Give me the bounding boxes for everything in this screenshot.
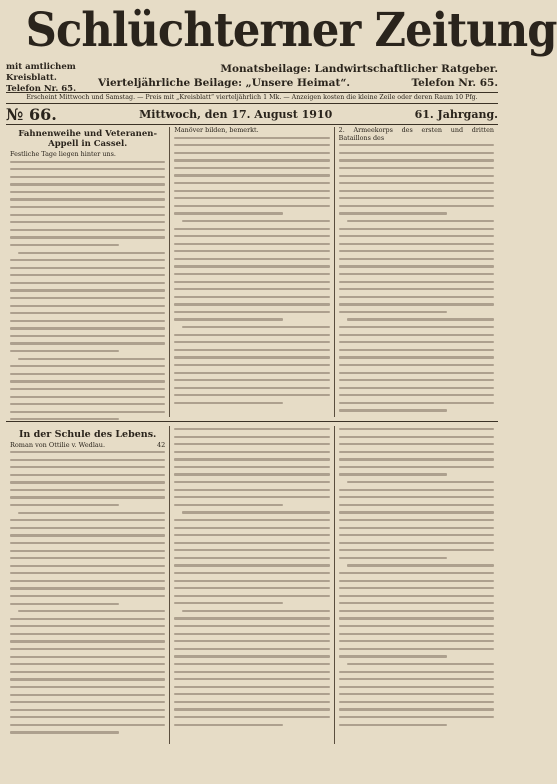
text-line-placeholder (10, 633, 165, 635)
text-line-placeholder (339, 175, 494, 177)
text-line-placeholder (18, 610, 165, 612)
text-line-placeholder (174, 686, 329, 688)
text-line-placeholder (10, 451, 165, 453)
text-line-placeholder (339, 443, 494, 445)
text-line-placeholder (174, 640, 329, 642)
text-line-placeholder (339, 686, 494, 688)
text-line-placeholder (174, 693, 329, 695)
text-line-placeholder (174, 167, 329, 169)
text-line-placeholder (10, 214, 165, 216)
text-line-placeholder (174, 281, 329, 283)
text-line-placeholder (10, 327, 165, 329)
text-line-placeholder (174, 311, 329, 313)
text-line-placeholder (339, 671, 494, 673)
text-line-placeholder (174, 379, 329, 381)
text-line-placeholder (10, 365, 165, 367)
serial-column-3 (334, 426, 498, 744)
text-line-placeholder (174, 197, 329, 199)
text-line-placeholder (10, 244, 119, 246)
text-line-placeholder (339, 708, 494, 710)
text-line-placeholder (10, 312, 165, 314)
text-line-placeholder (174, 273, 329, 275)
text-line-placeholder (10, 724, 165, 726)
text-line-placeholder (339, 602, 494, 604)
text-line-placeholder (339, 534, 494, 536)
text-line-placeholder (174, 663, 329, 665)
text-line-placeholder (174, 349, 329, 351)
text-line-placeholder (174, 466, 329, 468)
article-intro: 2. Armeekorps des ersten und dritten Bataillons des (338, 126, 494, 142)
article-body-lines (174, 137, 329, 404)
text-line-placeholder (174, 443, 329, 445)
text-line-placeholder (339, 144, 494, 146)
text-line-placeholder (10, 694, 165, 696)
text-line-placeholder (339, 205, 494, 207)
text-line-placeholder (174, 152, 329, 154)
text-line-placeholder (174, 235, 329, 237)
text-line-placeholder (347, 481, 494, 483)
text-line-placeholder (182, 326, 329, 328)
text-line-placeholder (10, 206, 165, 208)
text-line-placeholder (174, 402, 283, 404)
text-line-placeholder (174, 542, 329, 544)
monthly-supplement: Monatsbeilage: Landwirtschaftlicher Ratgeber. (220, 63, 498, 75)
quarterly-supplement: Vierteljährliche Beilage: „Unsere Heimat“. (98, 77, 351, 89)
text-line-placeholder (174, 671, 329, 673)
text-line-placeholder (174, 602, 283, 604)
text-line-placeholder (174, 182, 329, 184)
text-line-placeholder (339, 372, 494, 374)
text-line-placeholder (339, 235, 494, 237)
masthead-subline (6, 62, 498, 92)
text-line-placeholder (174, 716, 329, 718)
text-line-placeholder (10, 527, 165, 529)
text-line-placeholder (10, 489, 165, 491)
text-line-placeholder (339, 349, 494, 351)
text-line-placeholder (10, 396, 165, 398)
text-line-placeholder (339, 640, 494, 642)
text-line-placeholder (339, 655, 448, 657)
text-line-placeholder (174, 159, 329, 161)
text-line-placeholder (339, 311, 448, 313)
serial-title: In der Schule des Lebens. (18, 429, 157, 440)
text-line-placeholder (10, 519, 165, 521)
text-line-placeholder (174, 617, 329, 619)
text-line-placeholder (339, 572, 494, 574)
text-line-placeholder (10, 474, 165, 476)
section-divider (6, 421, 498, 422)
issue-year: 61. Jahrgang. (414, 107, 498, 121)
text-line-placeholder (10, 335, 165, 337)
article-intro: Manöver bilden, bemerkt. (174, 126, 259, 134)
text-line-placeholder (10, 496, 165, 498)
text-line-placeholder (347, 663, 494, 665)
text-line-placeholder (10, 671, 165, 673)
text-line-placeholder (339, 167, 494, 169)
text-line-placeholder (339, 473, 448, 475)
text-line-placeholder (174, 334, 329, 336)
text-line-placeholder (174, 572, 329, 574)
text-line-placeholder (10, 580, 165, 582)
text-line-placeholder (10, 663, 165, 665)
article-column-3 (334, 127, 498, 417)
text-line-placeholder (339, 296, 494, 298)
text-line-placeholder (174, 489, 329, 491)
text-line-placeholder (174, 428, 329, 430)
text-line-placeholder (10, 388, 165, 390)
text-line-placeholder (347, 318, 494, 320)
text-line-placeholder (174, 205, 329, 207)
text-line-placeholder (10, 587, 165, 589)
text-line-placeholder (174, 724, 283, 726)
text-line-placeholder (10, 534, 165, 536)
text-line-placeholder (339, 496, 494, 498)
text-line-placeholder (339, 409, 448, 411)
text-line-placeholder (10, 183, 165, 185)
text-line-placeholder (174, 473, 329, 475)
text-line-placeholder (10, 221, 165, 223)
text-line-placeholder (10, 176, 165, 178)
text-line-placeholder (174, 504, 283, 506)
text-line-placeholder (339, 402, 494, 404)
text-line-placeholder (339, 625, 494, 627)
text-line-placeholder (10, 686, 165, 688)
text-line-placeholder (339, 678, 494, 680)
text-line-placeholder (10, 229, 165, 231)
article-column-1 (6, 127, 169, 417)
text-line-placeholder (339, 436, 494, 438)
text-line-placeholder (182, 220, 329, 222)
text-line-placeholder (174, 296, 329, 298)
text-line-placeholder (339, 580, 494, 582)
text-line-placeholder (18, 512, 165, 514)
text-line-placeholder (174, 701, 329, 703)
text-line-placeholder (339, 489, 494, 491)
text-line-placeholder (339, 356, 494, 358)
text-line-placeholder (174, 265, 329, 267)
masthead-subline-left (6, 62, 98, 95)
article-body-lines (10, 161, 165, 421)
text-line-placeholder (174, 258, 329, 260)
text-line-placeholder (339, 587, 494, 589)
serial-column-2 (169, 426, 333, 744)
text-line-placeholder (10, 542, 165, 544)
text-line-placeholder (10, 625, 165, 627)
text-line-placeholder (174, 364, 329, 366)
telefon-left: Telefon Nr. 65. (6, 84, 77, 94)
text-line-placeholder (347, 564, 494, 566)
masthead-title: Schlüchterner Zeitung (25, 3, 557, 58)
text-line-placeholder (10, 161, 165, 163)
text-line-placeholder (174, 678, 329, 680)
masthead-subline-right (98, 62, 498, 90)
text-line-placeholder (339, 281, 494, 283)
text-line-placeholder (174, 557, 329, 559)
text-line-placeholder (174, 387, 329, 389)
text-line-placeholder (10, 168, 165, 170)
text-line-placeholder (339, 228, 494, 230)
text-line-placeholder (174, 228, 329, 230)
text-line-placeholder (174, 580, 329, 582)
kreisblatt-note: mit amtlichem Kreisblatt. (6, 62, 76, 83)
text-line-placeholder (10, 466, 165, 468)
text-line-placeholder (339, 610, 494, 612)
text-line-placeholder (10, 342, 165, 344)
text-line-placeholder (339, 341, 494, 343)
text-line-placeholder (10, 267, 165, 269)
article-body-lines (339, 144, 494, 411)
text-line-placeholder (10, 350, 119, 352)
text-line-placeholder (174, 394, 329, 396)
text-line-placeholder (339, 258, 494, 260)
text-line-placeholder (174, 372, 329, 374)
issue-date: Mittwoch, den 17. August 1910 (139, 107, 333, 121)
text-line-placeholder (339, 212, 448, 214)
text-line-placeholder (174, 137, 329, 139)
serial-column-1 (6, 426, 169, 744)
text-line-placeholder (10, 504, 119, 506)
text-line-placeholder (10, 618, 165, 620)
divider (6, 124, 498, 125)
text-line-placeholder (339, 152, 494, 154)
serial-body-lines (339, 428, 494, 726)
text-line-placeholder (339, 542, 494, 544)
text-line-placeholder (10, 481, 165, 483)
text-line-placeholder (339, 303, 494, 305)
text-line-placeholder (174, 625, 329, 627)
text-line-placeholder (174, 519, 329, 521)
text-line-placeholder (174, 458, 329, 460)
text-line-placeholder (174, 481, 329, 483)
text-line-placeholder (174, 451, 329, 453)
text-line-placeholder (10, 731, 119, 733)
text-line-placeholder (10, 403, 165, 405)
text-line-placeholder (174, 341, 329, 343)
text-line-placeholder (339, 504, 494, 506)
text-line-placeholder (10, 418, 119, 420)
text-line-placeholder (10, 716, 165, 718)
text-line-placeholder (10, 648, 165, 650)
text-line-placeholder (10, 572, 165, 574)
text-line-placeholder (339, 617, 494, 619)
text-line-placeholder (182, 511, 329, 513)
text-line-placeholder (174, 174, 329, 176)
text-line-placeholder (10, 305, 165, 307)
text-line-placeholder (339, 595, 494, 597)
text-line-placeholder (10, 236, 165, 238)
text-line-placeholder (174, 587, 329, 589)
text-line-placeholder (174, 648, 329, 650)
text-line-placeholder (339, 428, 494, 430)
text-line-placeholder (174, 527, 329, 529)
text-line-placeholder (10, 380, 165, 382)
text-line-placeholder (10, 289, 165, 291)
text-line-placeholder (174, 356, 329, 358)
text-line-placeholder (339, 394, 494, 396)
text-line-placeholder (10, 459, 165, 461)
text-line-placeholder (347, 220, 494, 222)
text-line-placeholder (339, 197, 494, 199)
text-line-placeholder (182, 610, 329, 612)
text-line-placeholder (10, 297, 165, 299)
article-intro: Festliche Tage liegen hinter uns. (10, 150, 116, 158)
text-line-placeholder (10, 557, 165, 559)
text-line-placeholder (18, 358, 165, 360)
upper-columns (6, 127, 498, 417)
text-line-placeholder (174, 655, 329, 657)
text-line-placeholder (339, 379, 494, 381)
text-line-placeholder (174, 496, 329, 498)
text-line-placeholder (10, 565, 165, 567)
text-line-placeholder (339, 701, 494, 703)
text-line-placeholder (10, 259, 165, 261)
text-line-placeholder (174, 564, 329, 566)
text-line-placeholder (10, 656, 165, 658)
text-line-placeholder (339, 364, 494, 366)
text-line-placeholder (10, 320, 165, 322)
text-line-placeholder (10, 603, 119, 605)
text-line-placeholder (18, 252, 165, 254)
text-line-placeholder (339, 326, 494, 328)
text-line-placeholder (174, 633, 329, 635)
text-line-placeholder (339, 527, 494, 529)
serial-body-lines (174, 428, 329, 726)
text-line-placeholder (10, 191, 165, 193)
text-line-placeholder (174, 288, 329, 290)
text-line-placeholder (339, 387, 494, 389)
text-line-placeholder (174, 144, 329, 146)
text-line-placeholder (10, 701, 165, 703)
text-line-placeholder (339, 716, 494, 718)
text-line-placeholder (174, 250, 329, 252)
text-line-placeholder (10, 640, 165, 642)
text-line-placeholder (174, 318, 283, 320)
text-line-placeholder (174, 303, 329, 305)
article-column-2 (169, 127, 333, 417)
serial-body-lines (10, 451, 165, 734)
text-line-placeholder (174, 190, 329, 192)
text-line-placeholder (10, 373, 165, 375)
text-line-placeholder (339, 633, 494, 635)
text-line-placeholder (339, 557, 448, 559)
text-line-placeholder (339, 693, 494, 695)
publication-info: Erscheint Mittwoch und Samstag. — Preis mit „Kreisblatt“ vierteljährlich 1 Mk. — Anzeigen kosten die kleine Zeile oder deren Raum 10 Pfg. (26, 94, 478, 101)
text-line-placeholder (10, 274, 165, 276)
newspaper-page (6, 3, 557, 780)
text-line-placeholder (339, 243, 494, 245)
text-line-placeholder (339, 159, 494, 161)
text-line-placeholder (339, 724, 448, 726)
text-line-placeholder (174, 708, 329, 710)
text-line-placeholder (339, 250, 494, 252)
issue-number: № 66. (6, 104, 57, 124)
text-line-placeholder (174, 436, 329, 438)
text-line-placeholder (10, 282, 165, 284)
text-line-placeholder (10, 198, 165, 200)
text-line-placeholder (339, 288, 494, 290)
text-line-placeholder (10, 595, 165, 597)
serial-byline: Roman von Ottilie v. Wedlau. (10, 441, 106, 449)
text-line-placeholder (10, 550, 165, 552)
issue-dateline (6, 104, 498, 124)
text-line-placeholder (339, 265, 494, 267)
text-line-placeholder (10, 678, 165, 680)
lower-columns (6, 426, 498, 744)
text-line-placeholder (10, 411, 165, 413)
text-line-placeholder (174, 534, 329, 536)
article-headline: Fahnenweihe und Veteranen-Appell in Cassel. (18, 129, 157, 149)
text-line-placeholder (10, 709, 165, 711)
text-line-placeholder (339, 273, 494, 275)
text-line-placeholder (339, 182, 494, 184)
text-line-placeholder (339, 451, 494, 453)
text-line-placeholder (174, 549, 329, 551)
text-line-placeholder (339, 519, 494, 521)
text-line-placeholder (339, 334, 494, 336)
text-line-placeholder (174, 595, 329, 597)
text-line-placeholder (339, 466, 494, 468)
text-line-placeholder (339, 190, 494, 192)
serial-number: 42 (157, 441, 166, 449)
text-line-placeholder (339, 549, 494, 551)
text-line-placeholder (174, 212, 283, 214)
telefon-right: Telefon Nr. 65. (411, 77, 498, 89)
text-line-placeholder (339, 458, 494, 460)
text-line-placeholder (339, 648, 494, 650)
text-line-placeholder (339, 511, 494, 513)
text-line-placeholder (174, 243, 329, 245)
